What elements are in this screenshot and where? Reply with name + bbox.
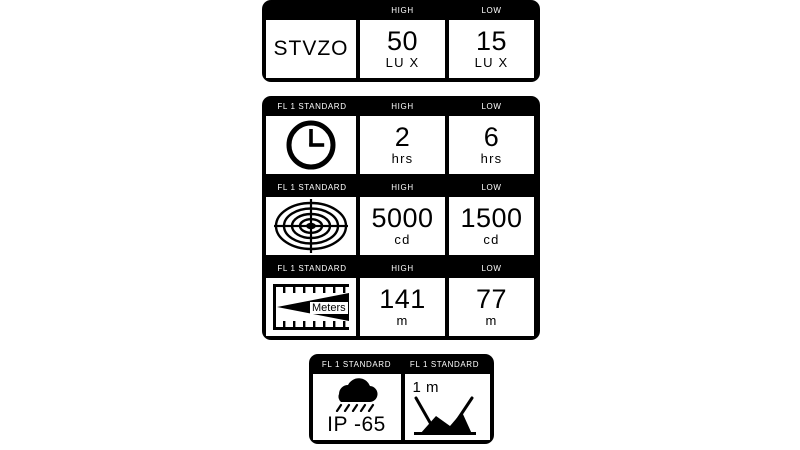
high-value: 141 — [379, 284, 426, 315]
card-header-row — [313, 358, 490, 372]
low-value: 77 — [475, 284, 508, 315]
high-unit: hrs — [391, 150, 414, 166]
low-value-cell — [449, 116, 534, 174]
header-low: LOW — [481, 6, 502, 15]
high-value: 5000 — [371, 203, 434, 234]
low-unit: cd — [483, 231, 500, 247]
spec-card-candela — [262, 177, 540, 259]
card-header-row — [266, 100, 536, 114]
card-header-row — [266, 262, 536, 276]
clock-icon — [285, 119, 337, 171]
card-body-row — [266, 197, 536, 255]
spec-card-beam-distance — [262, 258, 540, 340]
spec-card-group — [262, 96, 540, 340]
brand-cell — [266, 20, 356, 78]
high-value: 2 — [394, 122, 411, 153]
high-value-cell — [360, 197, 445, 255]
high-unit: LU X — [385, 54, 420, 70]
high-unit: cd — [394, 231, 411, 247]
header-high: HIGH — [391, 264, 414, 273]
low-value-cell — [449, 278, 534, 336]
ip-rating-label: IP -65 — [327, 412, 386, 436]
low-value: 15 — [475, 26, 508, 57]
low-value: 1500 — [460, 203, 523, 234]
header-fl-standard: FL 1 STANDARD — [277, 264, 347, 273]
high-value-cell — [360, 278, 445, 336]
high-unit: m — [396, 312, 409, 328]
low-value-cell — [449, 20, 534, 78]
spec-card-runtime — [262, 96, 540, 178]
low-value: 6 — [483, 122, 500, 153]
card-body-row — [313, 374, 490, 440]
card-header-row — [266, 181, 536, 195]
low-unit: LU X — [474, 54, 509, 70]
spec-card-ip-impact — [309, 354, 494, 444]
header-fl-standard: FL 1 STANDARD — [277, 183, 347, 192]
impact-resistance-cell — [405, 374, 490, 440]
card-body-row — [266, 278, 536, 336]
header-low: LOW — [481, 264, 502, 273]
header-low: LOW — [481, 183, 502, 192]
target-icon — [271, 199, 351, 253]
header-fl-standard-right: FL 1 STANDARD — [409, 360, 480, 369]
high-value-cell — [360, 20, 445, 78]
header-high: HIGH — [391, 6, 414, 15]
header-blank — [266, 4, 358, 18]
card-body-row — [266, 20, 536, 78]
low-unit: m — [485, 312, 498, 328]
high-value: 50 — [386, 26, 419, 57]
spec-sheet — [262, 0, 540, 444]
header-high: HIGH — [391, 102, 414, 111]
header-low: LOW — [481, 102, 502, 111]
drop-height-label: 1 m — [412, 378, 440, 396]
spec-card-stvzo — [262, 0, 540, 82]
header-fl-standard: FL 1 STANDARD — [277, 102, 347, 111]
low-value-cell — [449, 197, 534, 255]
card-header-row — [266, 4, 536, 18]
header-high: HIGH — [391, 183, 414, 192]
target-icon-cell — [266, 197, 356, 255]
high-value-cell — [360, 116, 445, 174]
impact-resistance-icon — [410, 396, 484, 436]
beam-distance-icon-cell — [266, 278, 356, 336]
clock-icon-cell — [266, 116, 356, 174]
rain-cloud-icon — [325, 378, 389, 412]
ip-rating-cell — [313, 374, 401, 440]
beam-icon-label: Meters — [312, 302, 346, 314]
low-unit: hrs — [480, 150, 503, 166]
header-fl-standard-left: FL 1 STANDARD — [321, 360, 392, 369]
card-body-row — [266, 116, 536, 174]
brand-label: STVZO — [273, 37, 349, 60]
